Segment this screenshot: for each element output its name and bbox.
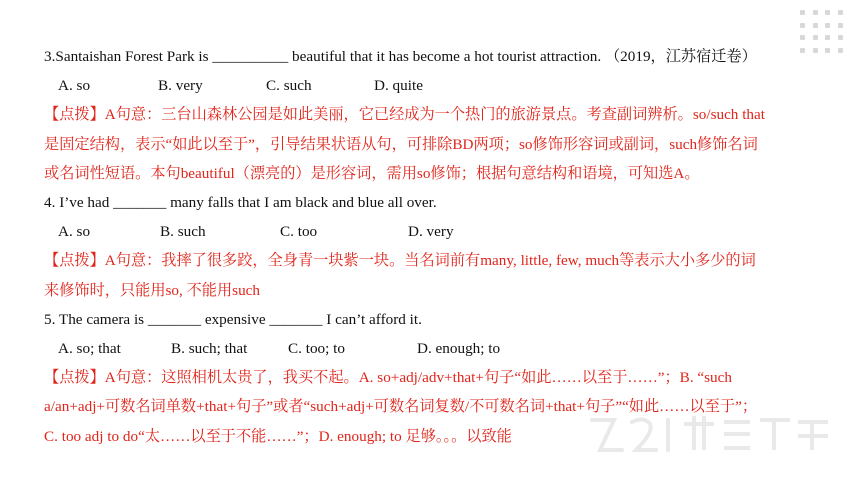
option-a: A. so <box>58 223 91 241</box>
watermark-logo <box>584 410 834 460</box>
option-b: B. such <box>160 223 206 241</box>
option-a: A. so <box>58 77 91 95</box>
question-4-tip <box>44 246 834 275</box>
question-3-options <box>44 71 834 100</box>
option-b: B. such; that <box>171 340 248 358</box>
option-a: A. so; that <box>58 340 121 358</box>
question-3-stem: 3.Santaishan Forest Park is __________ beautiful that it has become a hot tourist attraction. （2019，江苏宿迁卷） <box>44 48 757 65</box>
exercise-content <box>44 42 834 451</box>
tip-tag: 【点拨】 <box>44 106 105 124</box>
question-5-options <box>44 334 834 363</box>
tip-line: A句意：三台山森林公园是如此美丽，它已经成为一个热门的旅游景点。考查副词辨析。so/such that <box>104 106 765 124</box>
question-4-stem: 4. I’ve had _______ many falls that I am black and blue all over. <box>44 194 437 212</box>
option-b: B. very <box>158 77 203 95</box>
question-4-options <box>44 217 834 246</box>
option-c: C. such <box>266 77 312 95</box>
tip-line: 或名词性短语。本句beautiful（漂亮的）是形容词，需用so修饰；根据句意结构和语境，可知选A。 <box>44 164 700 182</box>
question-5-tip <box>44 363 834 392</box>
option-d: D. very <box>408 223 454 241</box>
option-d: D. quite <box>374 77 423 95</box>
tip-line: 来修饰时，只能用so, 不能用such <box>44 281 260 299</box>
question-5-stem: 5. The camera is _______ expensive _______ I can’t afford it. <box>44 310 422 328</box>
tip-line: C. too adj to do“太……以至于不能……”；D. enough; to 足够。。。以致能 <box>44 427 512 445</box>
option-d: D. enough; to <box>417 340 501 358</box>
tip-line: A句意：这照相机太贵了，我买不起。A. so+adj/adv+that+句子“如此……以至于……”；B. “such <box>104 369 732 387</box>
question-3-tip <box>44 100 834 129</box>
tip-line: 是固定结构，表示“如此以至于”，引导结果状语从句，可排除BD两项；so修饰形容词或副词，such修饰名词 <box>44 135 758 153</box>
tip-tag: 【点拨】 <box>44 252 105 270</box>
tip-line: A句意：我摔了很多跤，全身青一块紫一块。当名词前有many, little, few, much等表示大小多少的词 <box>104 252 756 270</box>
tip-tag: 【点拨】 <box>44 369 105 387</box>
tip-line: a/an+adj+可数名词单数+that+句子”或者“such+adj+可数名词复数/不可数名词+that+句子”“如此……以至于”； <box>44 398 758 416</box>
option-c: C. too; to <box>288 340 345 358</box>
option-c: C. too <box>280 223 318 241</box>
